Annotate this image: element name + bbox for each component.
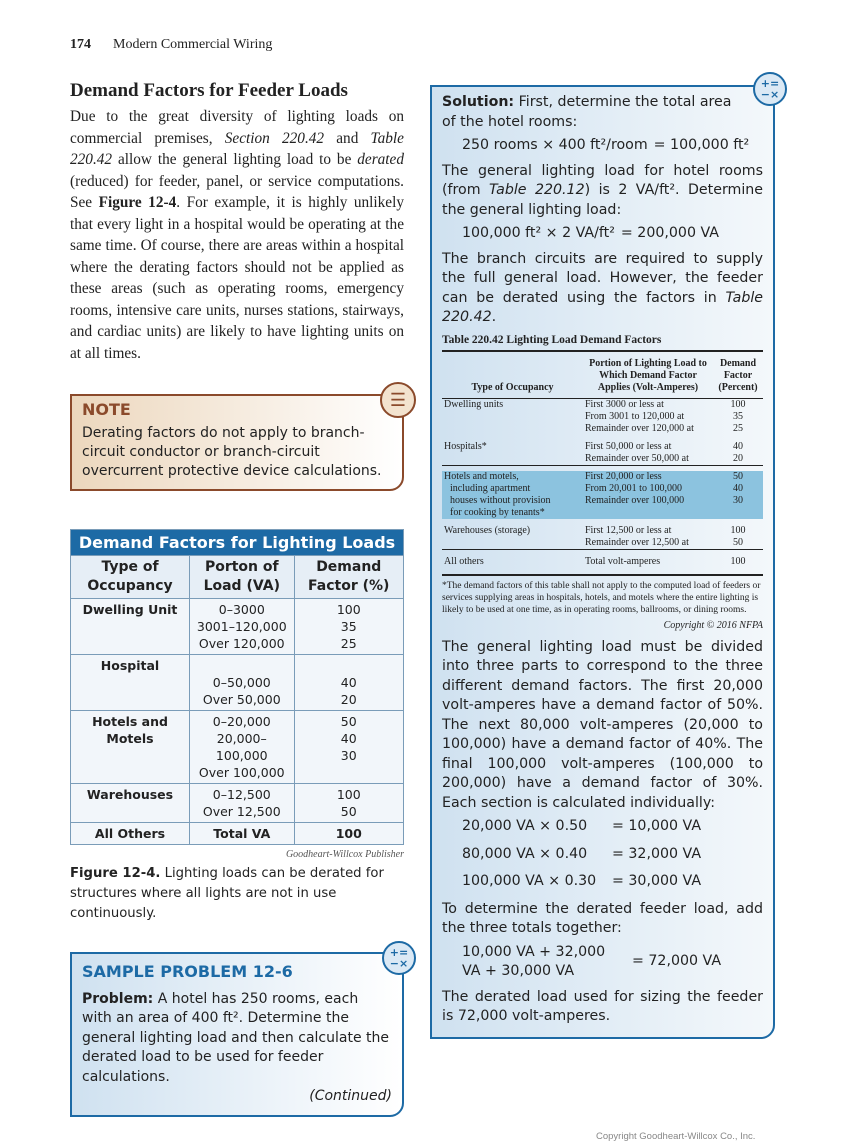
page-number: 174 xyxy=(70,37,91,52)
note-wrapper xyxy=(70,389,407,491)
equation: 100,000 ft² × 2 VA/ft² = 200,000 VA xyxy=(462,225,719,241)
column-header: Type of Occupancy xyxy=(71,556,190,599)
sample-wrapper xyxy=(70,946,409,1117)
sample-problem-box xyxy=(70,952,404,1117)
page-header xyxy=(70,37,272,53)
table-row: Dwelling Unit 0–3000 3001–120,000 Over 120,000 100 35 25 xyxy=(71,599,404,655)
table-row: All others Total volt-amperes 100 xyxy=(444,555,746,567)
sample-title: SAMPLE PROBLEM 12-6 xyxy=(82,962,293,981)
table-row: for cooking by tenants* xyxy=(442,507,763,519)
column-header: Porton of Load (VA) xyxy=(190,556,294,599)
figure-caption: Figure 12-4. Lighting loads can be derated for structures where all lights are not in use continuously. xyxy=(70,866,384,921)
figure-credit: Goodheart-Willcox Publisher xyxy=(285,849,404,860)
problem-text: Problem: A hotel has 250 rooms, each with an area of 400 ft². Determine the general lighting load and then calculate the derated load to be used for feeder calculations. xyxy=(82,990,389,1085)
table-row: houses without provision Remainder over 100,000 30 xyxy=(442,495,763,507)
note-box xyxy=(70,394,404,491)
calc-line: 80,000 VA × 0.40 = 32,000 VA xyxy=(462,845,702,862)
column-header: Demand Factor (%) xyxy=(294,556,403,599)
note-title: NOTE xyxy=(82,400,131,419)
nec-table-220-42: Table 220.42 Lighting Load Demand Factors Type of Occupancy Portion of Lighting Load to Which Demand Factor Applies (Volt-Amperes) Demand Factor (Percent) Dwelling units First 3000 or less at 100 From 3001 to 120,000 at 35 Remainder over 120,000 at 25 Hospitals* First 50,000 or less at 40 Remainder over 50,000 at 20 Hotels and motels, First 20,000 or less 50 including apartment From 20,001 to 100,000 40 houses without provision Remainder over 100,000 30 for cooking by tenants* Warehouses (storage) First 12,500 or less at 100 Remainder over 12,500 at 50 All others Total volt-amperes 100 *The demand factors of this table shall not apply to the computed load of feeders or services supplying areas in hospitals, hotels, and motels where the entire lighting is likely to be used at one time, as in operating rooms, ballrooms, or dining rooms. Copyright © 2016 NFPA xyxy=(442,333,763,631)
solution-box: Solution: First, determine the total area of the hotel rooms: 250 rooms × 400 ft²/room = 100,000 ft² The general lighting load for hotel rooms (from Table 220.12) is 2 VA/ft². Determine the general lighting load: 100,000 ft² × 2 VA/ft² = 200,000 VA The branch circuits are required to supply the full general load. However, the feeder can be derated using the factors in Table 220.42. Table 220.42 Lighting Load Demand Factors Type of Occupancy Portion of Lighting Load to Which Demand Factor Applies (Volt-Amperes) Demand Factor (Percent) Dwelling units First 3000 or less at 100 From 3001 to 120,000 at 35 Remainder over 120,000 at 25 Hospitals* First 50,000 or less at 40 Remainder over 50,000 at 20 Hotels and motels, First 20,000 or less 50 including apartment From 20,001 to 100,000 40 houses without provision Remainder over 100,000 30 for cooking by tenants* Warehouses (storage) First 12,500 or less at 100 Remainder over 12,500 at 50 All others Total volt-amperes 100 *The demand factors of this table shall not apply to the computed load of feeders or services supplying areas in hospitals, hotels, and motels where the entire lighting is likely to be used at one time, as in operating rooms, ballrooms, or dining rooms. Copyright © 2016 NFPA The general lighting load must be divided into three parts to correspond to the three different demand factors. The first 20,000 volt-amperes have a demand factor of 50%. The next 80,000 volt-amperes (20,000 to 100,000) have a demand factor of 40%. The final 100,000 volt-amperes (100,000 to 200,000) have a demand factor of 30%. Each section is calculated individually: 20,000 VA × 0.50 = 10,000 VA 80,000 VA × 0.40 = 32,000 VA 100,000 VA × 0.30 = 30,000 VA To determine the derated feeder load, add the three totals together: 10,000 VA + 32,000 VA + 30,000 VA = 72,000 VA The derated load used for sizing the feeder is 72,000 volt-amperes. xyxy=(430,85,775,1039)
equation: 250 rooms × 400 ft²/room = 100,000 ft² xyxy=(462,137,750,153)
table-row: Hospitals* First 50,000 or less at 40 xyxy=(444,440,743,452)
figure-title: Demand Factors for Lighting Loads xyxy=(71,530,404,556)
table-row: Remainder over 12,500 at 50 xyxy=(585,537,743,548)
table-row: Hospital 0–50,000 Over 50,000 40 20 xyxy=(71,655,404,711)
calculator-icon: += −× xyxy=(382,941,416,975)
table-copyright: Copyright © 2016 NFPA xyxy=(663,619,763,631)
table-row: Remainder over 50,000 at 20 xyxy=(585,452,743,464)
solution-wrapper xyxy=(430,77,780,1039)
figure-table xyxy=(70,529,404,845)
table-row: including apartment From 20,001 to 100,000 40 xyxy=(442,483,763,495)
table-row: From 3001 to 120,000 at 35 xyxy=(585,410,743,422)
solution-intro: Solution: First, determine the total area of the hotel rooms: xyxy=(442,94,732,130)
table-footnote: *The demand factors of this table shall not apply to the computed load of feeders or services supplying areas in hospitals, hotels, and motels where the entire lighting is likely to be used at one time, as in operating rooms, ballrooms, or dining rooms. xyxy=(442,574,763,616)
table-row: All Others Total VA 100 xyxy=(71,823,404,845)
notepad-icon: ☰ xyxy=(380,382,416,418)
calc-line: 20,000 VA × 0.50 = 10,000 VA xyxy=(462,818,702,834)
note-text: Derating factors do not apply to branch-circuit conductor or branch-circuit overcurrent protective device calculations. xyxy=(82,425,382,479)
continued-label: (Continued) xyxy=(309,1088,392,1104)
calculator-icon: += −× xyxy=(753,72,787,106)
sum-equation: 10,000 VA + 32,000 VA + 30,000 VA = 72,000 VA xyxy=(462,943,722,979)
calc-line: 100,000 VA × 0.30 = 30,000 VA xyxy=(462,873,702,889)
section-heading: Demand Factors for Feeder Loads xyxy=(70,80,348,101)
page-footer: Copyright Goodheart-Willcox Co., Inc. xyxy=(596,1131,756,1142)
table-title: Table 220.42 Lighting Load Demand Factors xyxy=(442,334,763,352)
table-row: Hotels and motels, First 20,000 or less 50 xyxy=(442,471,763,483)
table-row: Warehouses (storage) First 12,500 or less at 100 xyxy=(444,525,746,536)
left-column xyxy=(70,80,409,1117)
table-row: Dwelling units First 3000 or less at 100 xyxy=(444,398,746,410)
table-row: Remainder over 120,000 at 25 xyxy=(585,422,743,434)
table-row: Warehouses 0–12,500 Over 12,500 100 50 xyxy=(71,784,404,823)
body-paragraph: Due to the great diversity of lighting loads on commercial premises, Section 220.42 and Table 220.42 allow the general lighting load to be derated (reduced) for feeder, panel, or service computations. See Figure 12-4. For example, it is highly unlikely that every light in a hospital would be operating at the same time. Of course, there are areas within a hospital where the derating factors should not be applied as these areas (such as operating rooms, emergency rooms, intensive care units, nurses stations, stairways, and cardiac units) are likely to have lighting units on at all times. xyxy=(70,108,404,362)
table-row: Hotels and Motels 0–20,000 20,000–100,000 Over 100,000 50 40 30 xyxy=(71,711,404,784)
book-title: Modern Commercial Wiring xyxy=(113,37,273,52)
